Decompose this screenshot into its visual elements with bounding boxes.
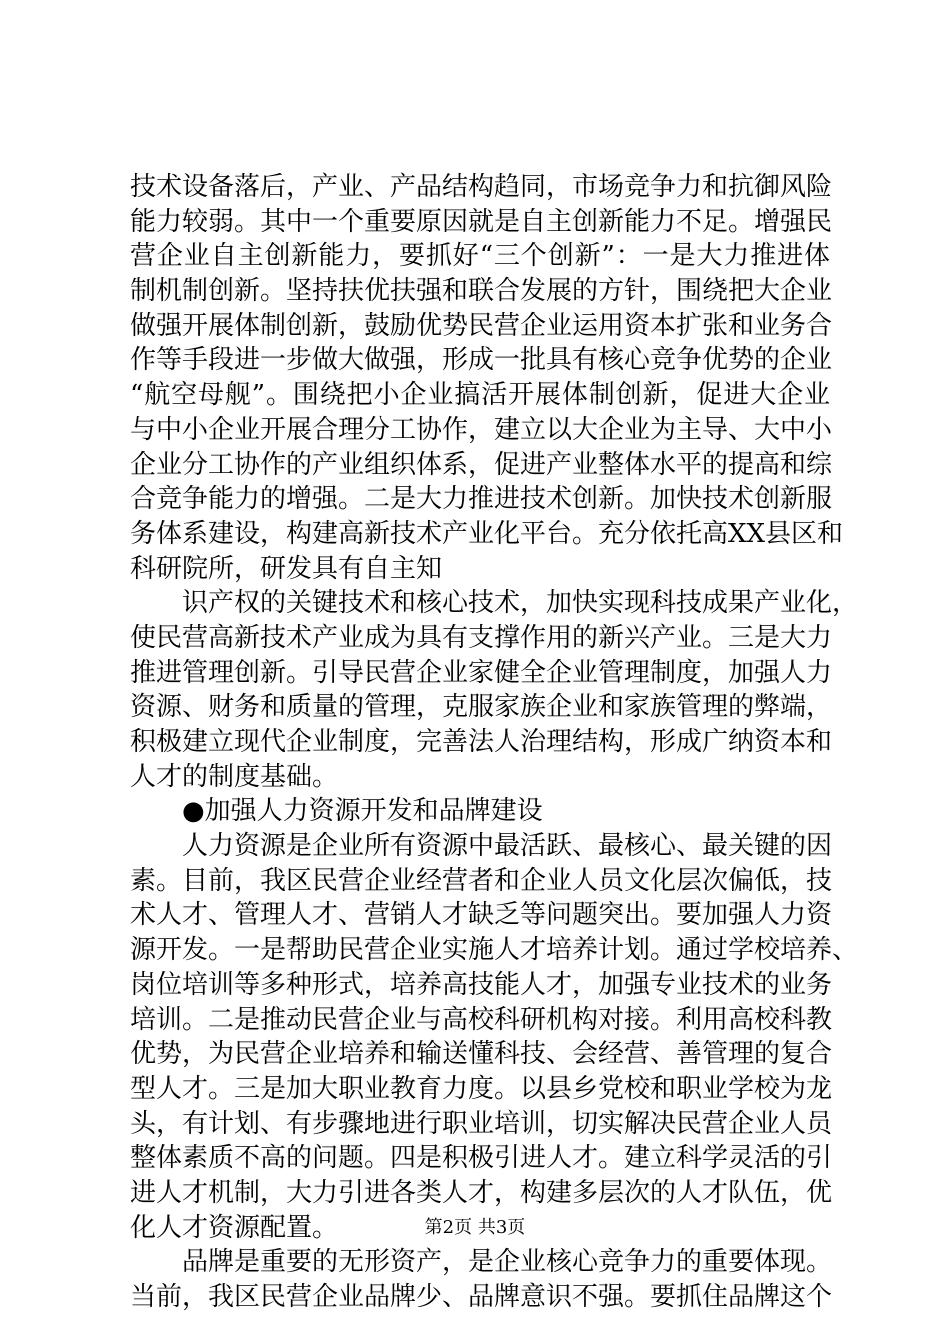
text-line: 营企业自主创新能力，要抓好“三个创新”：一是大力推进体: [130, 241, 830, 272]
text-line: 务体系建设，构建高新技术产业化平台。充分依托高XX县区和: [130, 518, 844, 549]
text-line: 岗位培训等多种形式，培养高技能人才，加强专业技术的业务: [130, 969, 833, 1000]
text-line: 企业分工协作的产业组织体系，促进产业整体水平的提高和综: [130, 449, 833, 480]
text-line: 技术设备落后，产业、产品结构趋同，市场竞争力和抗御风险: [130, 172, 833, 202]
page-footer: 第2页 共3页: [424, 1217, 526, 1238]
text-line: 科研院所，研发具有自主知: [130, 553, 443, 584]
text-line: 当前，我区民营企业品牌少、品牌意识不强。要抓住品牌这个: [130, 1282, 833, 1312]
text-line: 做强开展体制创新，鼓励优势民营企业运用资本扩张和业务合: [130, 310, 833, 341]
text-line: 源开发。一是帮助民营企业实施人才培养计划。通过学校培养、: [130, 935, 859, 966]
text-line: 与中小企业开展合理分工协作，建立以大企业为主导、大中小: [130, 414, 833, 445]
text-line: 型人才。三是加大职业教育力度。以县乡党校和职业学校为龙: [130, 1073, 833, 1104]
section-heading: [130, 794, 830, 829]
text-line: 整体素质不高的问题。四是积极引进人才。建立科学灵活的引: [130, 1143, 833, 1174]
text-line: 进人才机制，大力引进各类人才，构建多层次的人才队伍，优: [130, 1177, 833, 1208]
text-line: 素。目前，我区民营企业经营者和企业人员文化层次偏低，技: [130, 865, 833, 896]
text-line: 合竞争能力的增强。二是大力推进技术创新。加快技术创新服: [130, 484, 833, 515]
document-body: [130, 170, 859, 1315]
text-line: 品牌是重要的无形资产，是企业核心竞争力的重要体现。: [182, 1247, 833, 1278]
text-line: 资源、财务和质量的管理，克服家族企业和家族管理的弊端，: [130, 692, 833, 723]
text-line: 推进管理创新。引导民营企业家健全企业管理制度，加强人力: [130, 657, 833, 688]
text-line: 能力较弱。其中一个重要原因就是自主创新能力不足。增强民: [130, 206, 833, 237]
text-line: 积极建立现代企业制度，完善法人治理结构，形成广纳资本和: [130, 727, 833, 757]
text-line: 人力资源是企业所有资源中最活跃、最核心、最关键的因: [182, 831, 833, 862]
text-line: 优势，为民营企业培养和输送懂科技、会经营、善管理的复合: [130, 1039, 833, 1070]
text-line: 术人才、管理人才、营销人才缺乏等问题突出。要加强人力资: [130, 900, 833, 931]
text-line: 头，有计划、有步骤地进行职业培训，切实解决民营企业人员: [130, 1108, 833, 1139]
paragraph-3: [130, 829, 859, 1245]
text-line: 制机制创新。坚持扶优扶强和联合发展的方针，围绕把大企业: [130, 276, 833, 307]
text-line: 使民营高新技术产业成为具有支撑作用的新兴产业。三是大力: [130, 622, 833, 653]
text-line: 作等手段进一步做大做强，形成一批具有核心竞争优势的企业: [130, 345, 833, 376]
text-line: 识产权的关键技术和核心技术，加快实现科技成果产业化，: [182, 588, 859, 619]
text-line: 人才的制度基础。: [130, 761, 339, 792]
text-line: 化人才资源配置。: [130, 1212, 339, 1243]
text-line: “航空母舰”。围绕把小企业搞活开展体制创新，促进大企业: [130, 380, 830, 411]
heading-line: ●加强人力资源开发和品牌建设: [182, 796, 543, 827]
text-line: 培训。二是推动民营企业与高校科研机构对接。利用高校科教: [130, 1004, 833, 1035]
paragraph-2: [130, 586, 859, 794]
paragraph-1: [130, 170, 844, 586]
paragraph-4: [130, 1245, 833, 1314]
